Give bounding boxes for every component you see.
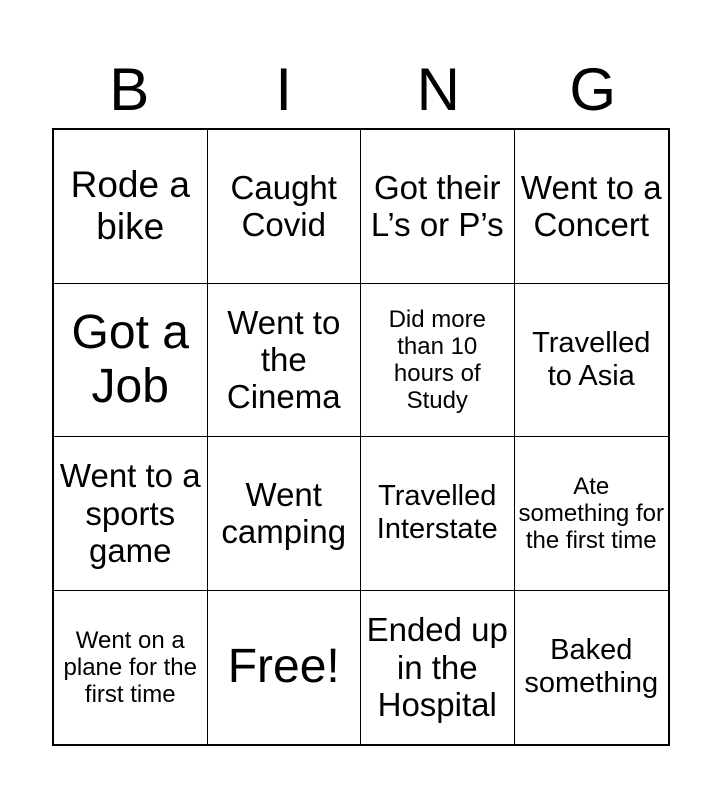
bingo-cell[interactable] [515, 591, 669, 745]
cell-text: Went on a plane for the first time [63, 626, 197, 708]
cell-text: Did more than 10 hours of Study [388, 305, 486, 414]
bingo-cell[interactable] [361, 284, 515, 438]
bingo-cell[interactable] [54, 437, 208, 591]
header-letter-g: G [569, 56, 617, 123]
cell-text: Rode a bike [70, 164, 190, 248]
cell-text: Free! [227, 640, 340, 694]
bingo-cell[interactable] [515, 130, 669, 284]
bingo-cell[interactable] [208, 437, 362, 591]
bingo-cell-free[interactable] [208, 591, 362, 745]
header-letter-b: B [109, 56, 150, 123]
header-letter-n: N [416, 56, 460, 123]
cell-text: Travelled to Asia [532, 326, 651, 392]
cell-text: Went to a sports game [59, 457, 201, 569]
cell-text: Ended up in the Hospital [366, 611, 508, 723]
header-letter-i: I [275, 56, 293, 123]
bingo-cell[interactable] [54, 284, 208, 438]
bingo-cell[interactable] [361, 437, 515, 591]
bingo-header [52, 52, 670, 128]
cell-text: Caught Covid [230, 168, 337, 244]
bingo-cell[interactable] [361, 591, 515, 745]
cell-text: Went to the Cinema [226, 303, 341, 416]
cell-text: Got a Job [71, 305, 189, 413]
bingo-cell[interactable] [54, 130, 208, 284]
cell-text: Went camping [221, 475, 347, 551]
cell-text: Travelled Interstate [376, 480, 498, 546]
bingo-cell[interactable] [208, 130, 362, 284]
cell-text: Got their L’s or P’s [370, 168, 504, 244]
bingo-cell[interactable] [54, 591, 208, 745]
cell-text: Baked something [524, 634, 659, 700]
bingo-cell[interactable] [208, 284, 362, 438]
bingo-cell[interactable] [515, 284, 669, 438]
cell-text: Went to a Concert [520, 168, 662, 244]
bingo-cell[interactable] [361, 130, 515, 284]
bingo-board [52, 128, 670, 746]
cell-text: Ate something for the first time [518, 472, 664, 554]
bingo-cell[interactable] [515, 437, 669, 591]
